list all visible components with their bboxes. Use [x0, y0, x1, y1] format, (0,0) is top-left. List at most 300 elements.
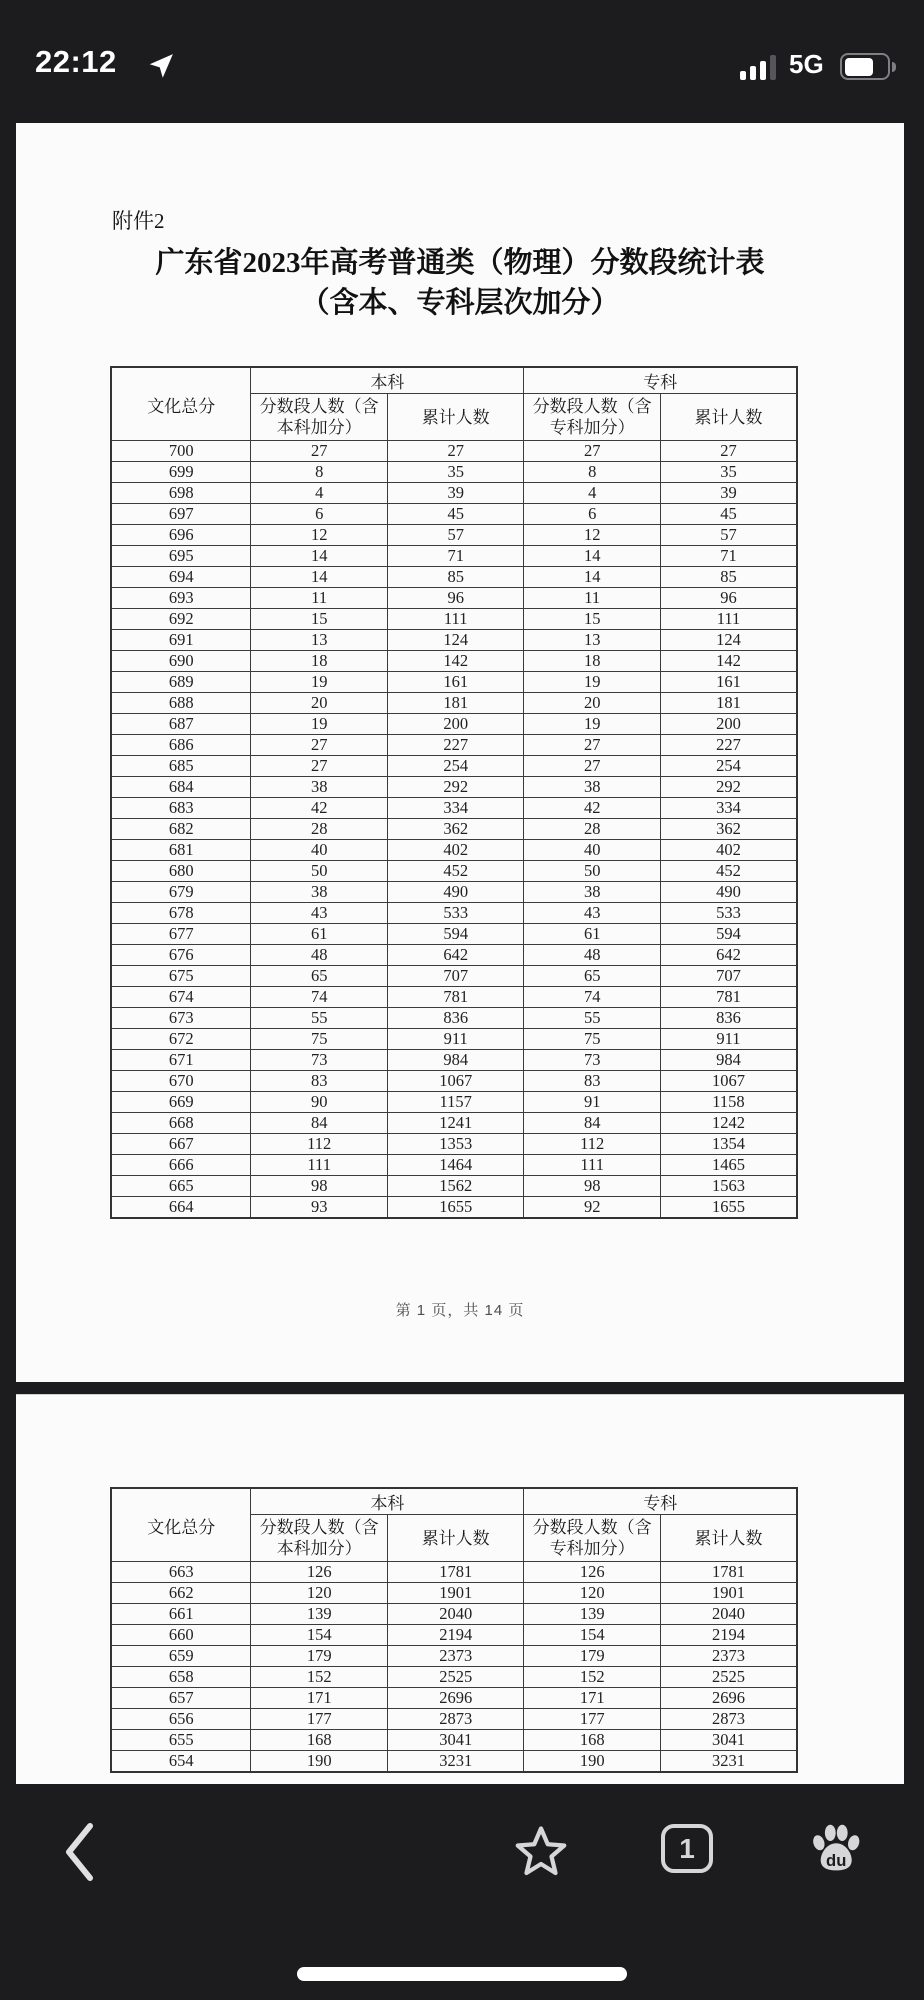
- table-cell: 1067: [660, 1071, 797, 1092]
- table-cell: 694: [111, 567, 251, 588]
- table-cell: 642: [387, 945, 524, 966]
- table-cell: 695: [111, 546, 251, 567]
- table-cell: 19: [524, 672, 661, 693]
- table-cell: 85: [387, 567, 524, 588]
- table-cell: 154: [251, 1625, 388, 1646]
- table-row: [111, 651, 797, 672]
- table-cell: 27: [251, 756, 388, 777]
- table-cell: 19: [524, 714, 661, 735]
- table-row: [111, 882, 797, 903]
- table-cell: 85: [660, 567, 797, 588]
- table-cell: 655: [111, 1730, 251, 1751]
- table-cell: 139: [524, 1604, 661, 1625]
- back-chevron-icon: [62, 1822, 106, 1882]
- table-cell: 50: [524, 861, 661, 882]
- table-cell: 657: [111, 1688, 251, 1709]
- table-cell: 28: [524, 819, 661, 840]
- table-cell: 707: [387, 966, 524, 987]
- baidu-app-button[interactable]: [810, 1822, 862, 1878]
- table-cell: 120: [524, 1583, 661, 1604]
- table-cell: 1562: [387, 1176, 524, 1197]
- table-cell: 2696: [660, 1688, 797, 1709]
- table-row: [111, 630, 797, 651]
- table-cell: 2040: [387, 1604, 524, 1625]
- table-cell: 1157: [387, 1092, 524, 1113]
- table-cell: 38: [251, 777, 388, 798]
- header-benke-cumulative: 累计人数: [387, 394, 524, 441]
- table-cell: 664: [111, 1197, 251, 1219]
- table-cell: 3041: [387, 1730, 524, 1751]
- table-cell: 533: [387, 903, 524, 924]
- table-row: [111, 1583, 797, 1604]
- table-row: [111, 798, 797, 819]
- table-row: [111, 609, 797, 630]
- table-cell: 2873: [660, 1709, 797, 1730]
- table-cell: 171: [251, 1688, 388, 1709]
- table-cell: 6: [251, 504, 388, 525]
- table-row: [111, 1176, 797, 1197]
- header-zhuanke-cumulative: 累计人数: [660, 394, 797, 441]
- table-cell: 75: [251, 1029, 388, 1050]
- table-cell: 688: [111, 693, 251, 714]
- table-cell: 227: [387, 735, 524, 756]
- header-zhuanke-segment: 分数段人数（含专科加分）: [524, 1515, 661, 1562]
- table-cell: 139: [251, 1604, 388, 1625]
- table-cell: 111: [251, 1155, 388, 1176]
- table-cell: 84: [251, 1113, 388, 1134]
- document-title: [16, 243, 904, 323]
- table-cell: 177: [251, 1709, 388, 1730]
- table-row: [111, 672, 797, 693]
- table-cell: 98: [251, 1176, 388, 1197]
- table-cell: 12: [251, 525, 388, 546]
- table-cell: 684: [111, 777, 251, 798]
- table-row: [111, 1667, 797, 1688]
- table-cell: 911: [660, 1029, 797, 1050]
- table-row: [111, 1071, 797, 1092]
- table-cell: 402: [387, 840, 524, 861]
- table-cell: 693: [111, 588, 251, 609]
- table-cell: 35: [387, 462, 524, 483]
- table-cell: 179: [251, 1646, 388, 1667]
- table-cell: 676: [111, 945, 251, 966]
- table-cell: 2194: [387, 1625, 524, 1646]
- table-cell: 685: [111, 756, 251, 777]
- table-cell: 171: [524, 1688, 661, 1709]
- table-cell: 96: [387, 588, 524, 609]
- table-cell: 334: [660, 798, 797, 819]
- table-cell: 402: [660, 840, 797, 861]
- table-cell: 227: [660, 735, 797, 756]
- table-cell: 39: [387, 483, 524, 504]
- table-cell: 490: [387, 882, 524, 903]
- table-cell: 2525: [660, 1667, 797, 1688]
- table-cell: 4: [251, 483, 388, 504]
- table-cell: 1901: [660, 1583, 797, 1604]
- table-cell: 2525: [387, 1667, 524, 1688]
- header-group-zhuanke: 专科: [524, 367, 797, 394]
- baidu-paw-icon: [810, 1822, 862, 1878]
- table-cell: 14: [524, 546, 661, 567]
- table-cell: 27: [524, 441, 661, 462]
- table-cell: 1655: [387, 1197, 524, 1219]
- table-cell: 45: [660, 504, 797, 525]
- table-cell: 656: [111, 1709, 251, 1730]
- pdf-page-2: [16, 1395, 904, 1784]
- table-cell: 161: [387, 672, 524, 693]
- table-cell: 75: [524, 1029, 661, 1050]
- table-cell: 781: [387, 987, 524, 1008]
- table-row: [111, 840, 797, 861]
- table-cell: 11: [251, 588, 388, 609]
- table-cell: 15: [524, 609, 661, 630]
- table-cell: 38: [524, 882, 661, 903]
- table-cell: 2040: [660, 1604, 797, 1625]
- table-row: [111, 1029, 797, 1050]
- score-table-page2: [110, 1487, 798, 1773]
- table-cell: 27: [660, 441, 797, 462]
- table-cell: 98: [524, 1176, 661, 1197]
- table-row: [111, 462, 797, 483]
- table-cell: 683: [111, 798, 251, 819]
- table-cell: 61: [251, 924, 388, 945]
- table-cell: 533: [660, 903, 797, 924]
- table-cell: 152: [251, 1667, 388, 1688]
- table-cell: 111: [524, 1155, 661, 1176]
- table-cell: 697: [111, 504, 251, 525]
- table-cell: 674: [111, 987, 251, 1008]
- table-cell: 334: [387, 798, 524, 819]
- table-cell: 14: [251, 567, 388, 588]
- table-cell: 181: [660, 693, 797, 714]
- table-row: [111, 1688, 797, 1709]
- table-cell: 20: [251, 693, 388, 714]
- header-score-column: 文化总分: [111, 1488, 251, 1562]
- table-cell: 57: [660, 525, 797, 546]
- table-cell: 61: [524, 924, 661, 945]
- star-icon: [511, 1822, 571, 1882]
- table-row: [111, 567, 797, 588]
- table-cell: 686: [111, 735, 251, 756]
- table-row: [111, 1751, 797, 1773]
- table-cell: 190: [251, 1751, 388, 1773]
- table-cell: 200: [387, 714, 524, 735]
- svg-text:du: du: [826, 1851, 847, 1871]
- table-cell: 594: [387, 924, 524, 945]
- table-cell: 19: [251, 672, 388, 693]
- table-cell: 154: [524, 1625, 661, 1646]
- table-row: [111, 777, 797, 798]
- header-benke-cumulative: 累计人数: [387, 1515, 524, 1562]
- table-cell: 83: [524, 1071, 661, 1092]
- table-row: [111, 1113, 797, 1134]
- table-cell: 669: [111, 1092, 251, 1113]
- home-indicator[interactable]: [297, 1967, 627, 1981]
- table-cell: 679: [111, 882, 251, 903]
- table-cell: 124: [387, 630, 524, 651]
- table-row: [111, 1050, 797, 1071]
- table-cell: 690: [111, 651, 251, 672]
- table-cell: 658: [111, 1667, 251, 1688]
- table-cell: 48: [251, 945, 388, 966]
- table-cell: 689: [111, 672, 251, 693]
- table-cell: 594: [660, 924, 797, 945]
- table-cell: 83: [251, 1071, 388, 1092]
- table-cell: 663: [111, 1562, 251, 1583]
- table-cell: 1901: [387, 1583, 524, 1604]
- table-row: [111, 861, 797, 882]
- table-cell: 190: [524, 1751, 661, 1773]
- table-cell: 179: [524, 1646, 661, 1667]
- table-cell: 71: [660, 546, 797, 567]
- table-row: [111, 735, 797, 756]
- table-cell: 1067: [387, 1071, 524, 1092]
- table-row: [111, 756, 797, 777]
- table-cell: 675: [111, 966, 251, 987]
- table-cell: 28: [251, 819, 388, 840]
- table-row: [111, 1092, 797, 1113]
- header-group-zhuanke: 专科: [524, 1488, 797, 1515]
- table-row: [111, 1730, 797, 1751]
- table-cell: 707: [660, 966, 797, 987]
- table-cell: 65: [251, 966, 388, 987]
- table-cell: 50: [251, 861, 388, 882]
- table-cell: 671: [111, 1050, 251, 1071]
- table-cell: 698: [111, 483, 251, 504]
- table-cell: 43: [524, 903, 661, 924]
- table-cell: 3231: [660, 1751, 797, 1773]
- tabs-button[interactable]: [660, 1822, 716, 1878]
- table-cell: 43: [251, 903, 388, 924]
- table-cell: 126: [524, 1562, 661, 1583]
- table-cell: 1781: [387, 1562, 524, 1583]
- table-row: [111, 693, 797, 714]
- table-cell: 15: [251, 609, 388, 630]
- table-cell: 687: [111, 714, 251, 735]
- table-cell: 168: [524, 1730, 661, 1751]
- table-row: [111, 903, 797, 924]
- table-cell: 1465: [660, 1155, 797, 1176]
- table-cell: 1464: [387, 1155, 524, 1176]
- table-cell: 8: [524, 462, 661, 483]
- table-cell: 152: [524, 1667, 661, 1688]
- table-cell: 292: [387, 777, 524, 798]
- table-cell: 12: [524, 525, 661, 546]
- table-cell: 177: [524, 1709, 661, 1730]
- table-cell: 111: [387, 609, 524, 630]
- table-cell: 362: [387, 819, 524, 840]
- table-cell: 27: [251, 735, 388, 756]
- table-cell: 6: [524, 504, 661, 525]
- table-cell: 73: [524, 1050, 661, 1071]
- table-cell: 836: [387, 1008, 524, 1029]
- attachment-label: 附件2: [112, 209, 165, 233]
- table-cell: 292: [660, 777, 797, 798]
- table-cell: 700: [111, 441, 251, 462]
- table-cell: 2373: [387, 1646, 524, 1667]
- table-cell: 74: [524, 987, 661, 1008]
- table-cell: 362: [660, 819, 797, 840]
- table-row: [111, 483, 797, 504]
- table-cell: 1158: [660, 1092, 797, 1113]
- header-score-column: 文化总分: [111, 367, 251, 441]
- table-cell: 254: [660, 756, 797, 777]
- table-cell: 18: [524, 651, 661, 672]
- table-cell: 13: [251, 630, 388, 651]
- table-cell: 662: [111, 1583, 251, 1604]
- table-row: [111, 441, 797, 462]
- table-cell: 27: [524, 756, 661, 777]
- table-cell: 677: [111, 924, 251, 945]
- table-cell: 984: [660, 1050, 797, 1071]
- header-zhuanke-segment: 分数段人数（含专科加分）: [524, 394, 661, 441]
- network-type-label: 5G: [789, 49, 824, 79]
- table-cell: 84: [524, 1113, 661, 1134]
- table-cell: 781: [660, 987, 797, 1008]
- table-cell: 4: [524, 483, 661, 504]
- table-cell: 1781: [660, 1562, 797, 1583]
- table-cell: 660: [111, 1625, 251, 1646]
- table-row: [111, 525, 797, 546]
- table-cell: 27: [524, 735, 661, 756]
- table-row: [111, 588, 797, 609]
- table-cell: 142: [660, 651, 797, 672]
- table-cell: 35: [660, 462, 797, 483]
- table-cell: 1241: [387, 1113, 524, 1134]
- pdf-page-1: [16, 123, 904, 1382]
- table-row: [111, 1709, 797, 1730]
- table-cell: 2373: [660, 1646, 797, 1667]
- table-row: [111, 1625, 797, 1646]
- table-cell: 665: [111, 1176, 251, 1197]
- table-cell: 13: [524, 630, 661, 651]
- page-number-footer: 第 1 页，共 14 页: [395, 1302, 525, 1319]
- table-row: [111, 714, 797, 735]
- table-cell: 48: [524, 945, 661, 966]
- table-cell: 27: [251, 441, 388, 462]
- table-cell: 40: [251, 840, 388, 861]
- table-cell: 126: [251, 1562, 388, 1583]
- table-cell: 8: [251, 462, 388, 483]
- status-time: 22:12: [35, 44, 117, 79]
- table-cell: 112: [251, 1134, 388, 1155]
- table-cell: 161: [660, 672, 797, 693]
- table-row: [111, 924, 797, 945]
- table-cell: 682: [111, 819, 251, 840]
- table-cell: 42: [251, 798, 388, 819]
- table-cell: 93: [251, 1197, 388, 1219]
- table-cell: 681: [111, 840, 251, 861]
- table-cell: 55: [524, 1008, 661, 1029]
- table-cell: 984: [387, 1050, 524, 1071]
- table-cell: 38: [251, 882, 388, 903]
- favorite-button[interactable]: [511, 1822, 571, 1882]
- score-table-page1: [110, 366, 798, 1219]
- back-button[interactable]: [62, 1822, 106, 1882]
- table-cell: 642: [660, 945, 797, 966]
- table-cell: 1242: [660, 1113, 797, 1134]
- table-row: [111, 504, 797, 525]
- table-cell: 672: [111, 1029, 251, 1050]
- table-cell: 2194: [660, 1625, 797, 1646]
- table-cell: 18: [251, 651, 388, 672]
- table-cell: 11: [524, 588, 661, 609]
- table-cell: 692: [111, 609, 251, 630]
- table-cell: 90: [251, 1092, 388, 1113]
- table-row: [111, 966, 797, 987]
- table-cell: 2873: [387, 1709, 524, 1730]
- table-cell: 27: [387, 441, 524, 462]
- table-cell: 40: [524, 840, 661, 861]
- table-row: [111, 1155, 797, 1176]
- header-group-benke: 本科: [251, 1488, 524, 1515]
- table-cell: 452: [387, 861, 524, 882]
- table-cell: 699: [111, 462, 251, 483]
- table-cell: 911: [387, 1029, 524, 1050]
- table-cell: 120: [251, 1583, 388, 1604]
- table-cell: 142: [387, 651, 524, 672]
- table-cell: 112: [524, 1134, 661, 1155]
- table-row: [111, 1134, 797, 1155]
- table-row: [111, 1008, 797, 1029]
- document-title-line2: （含本、专科层次加分）: [300, 287, 620, 319]
- table-cell: 666: [111, 1155, 251, 1176]
- table-cell: 1353: [387, 1134, 524, 1155]
- tab-counter-icon: 1: [661, 1824, 713, 1873]
- document-title-line1: 广东省2023年高考普通类（物理）分数段统计表: [155, 247, 765, 279]
- bottom-toolbar: [0, 1784, 924, 2000]
- table-cell: 659: [111, 1646, 251, 1667]
- table-cell: 74: [251, 987, 388, 1008]
- table-cell: 490: [660, 882, 797, 903]
- table-cell: 673: [111, 1008, 251, 1029]
- table-cell: 96: [660, 588, 797, 609]
- table-cell: 39: [660, 483, 797, 504]
- table-cell: 661: [111, 1604, 251, 1625]
- table-cell: 73: [251, 1050, 388, 1071]
- table-cell: 1563: [660, 1176, 797, 1197]
- table-row: [111, 1646, 797, 1667]
- table-cell: 168: [251, 1730, 388, 1751]
- table-cell: 668: [111, 1113, 251, 1134]
- table-cell: 1655: [660, 1197, 797, 1219]
- table-cell: 38: [524, 777, 661, 798]
- table-cell: 254: [387, 756, 524, 777]
- table-cell: 57: [387, 525, 524, 546]
- table-row: [111, 1197, 797, 1219]
- table-cell: 124: [660, 630, 797, 651]
- table-cell: 3041: [660, 1730, 797, 1751]
- table-cell: 45: [387, 504, 524, 525]
- header-zhuanke-cumulative: 累计人数: [660, 1515, 797, 1562]
- table-cell: 678: [111, 903, 251, 924]
- header-benke-segment: 分数段人数（含本科加分）: [251, 1515, 388, 1562]
- table-row: [111, 546, 797, 567]
- table-row: [111, 1562, 797, 1583]
- table-row: [111, 945, 797, 966]
- table-row: [111, 987, 797, 1008]
- table-cell: 19: [251, 714, 388, 735]
- table-cell: 42: [524, 798, 661, 819]
- table-cell: 836: [660, 1008, 797, 1029]
- table-cell: 1354: [660, 1134, 797, 1155]
- table-cell: 71: [387, 546, 524, 567]
- table-cell: 14: [524, 567, 661, 588]
- table-cell: 181: [387, 693, 524, 714]
- table-cell: 14: [251, 546, 388, 567]
- table-cell: 111: [660, 609, 797, 630]
- table-cell: 55: [251, 1008, 388, 1029]
